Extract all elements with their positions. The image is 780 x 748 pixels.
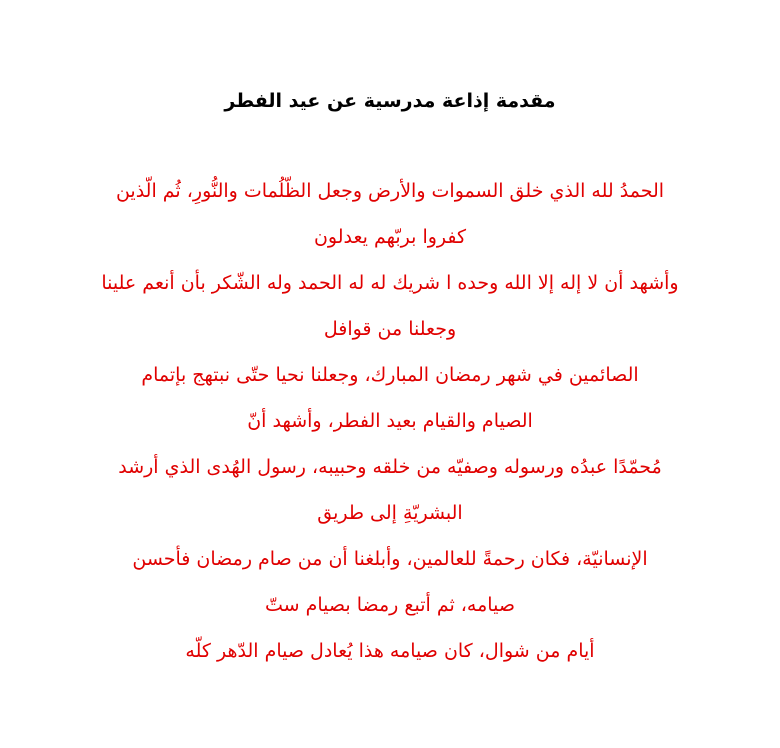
document-title: مقدمة إذاعة مدرسية عن عيد الفطر [224,90,556,112]
body-line: أيام من شوال، كان صيامه هذا يُعادل صيام الدّهر كلّه [185,640,595,662]
body-line: الحمدُ لله الذي خلق السموات والأرض وجعل الظّلُمات والنُّورِ، ثُم الّذين [115,180,665,202]
body-line: الإنسانيّة، فكان رحمةً للعالمين، وأبلغنا أن من صام رمضان فأحسن [132,548,648,570]
body-line: الصائمين في شهر رمضان المبارك، وجعلنا نحيا حتّى نبتهج بإتمام [141,364,639,386]
body-line: البشريّةِ إلى طريق [317,502,463,524]
body-line: صيامه، ثم أتبع رمضا بصيام ستّ [265,594,515,616]
body-line: مُحمّدًا عبدُه ورسوله وصفيّه من خلقه وحبيبه، رسول الهُدى الذي أرشد [118,456,662,478]
body-line: وأشهد أن لا إله إلا الله وحده ا شريك له له الحمد وله الشّكر بأن أنعم علينا [101,272,679,294]
body-line: الصيام والقيام بعيد الفطر، وأشهد أنّ [247,410,533,432]
document-body [0,176,780,682]
body-line: وجعلنا من قوافل [323,318,457,340]
body-line: كفروا بربّهم يعدلون [313,226,467,248]
